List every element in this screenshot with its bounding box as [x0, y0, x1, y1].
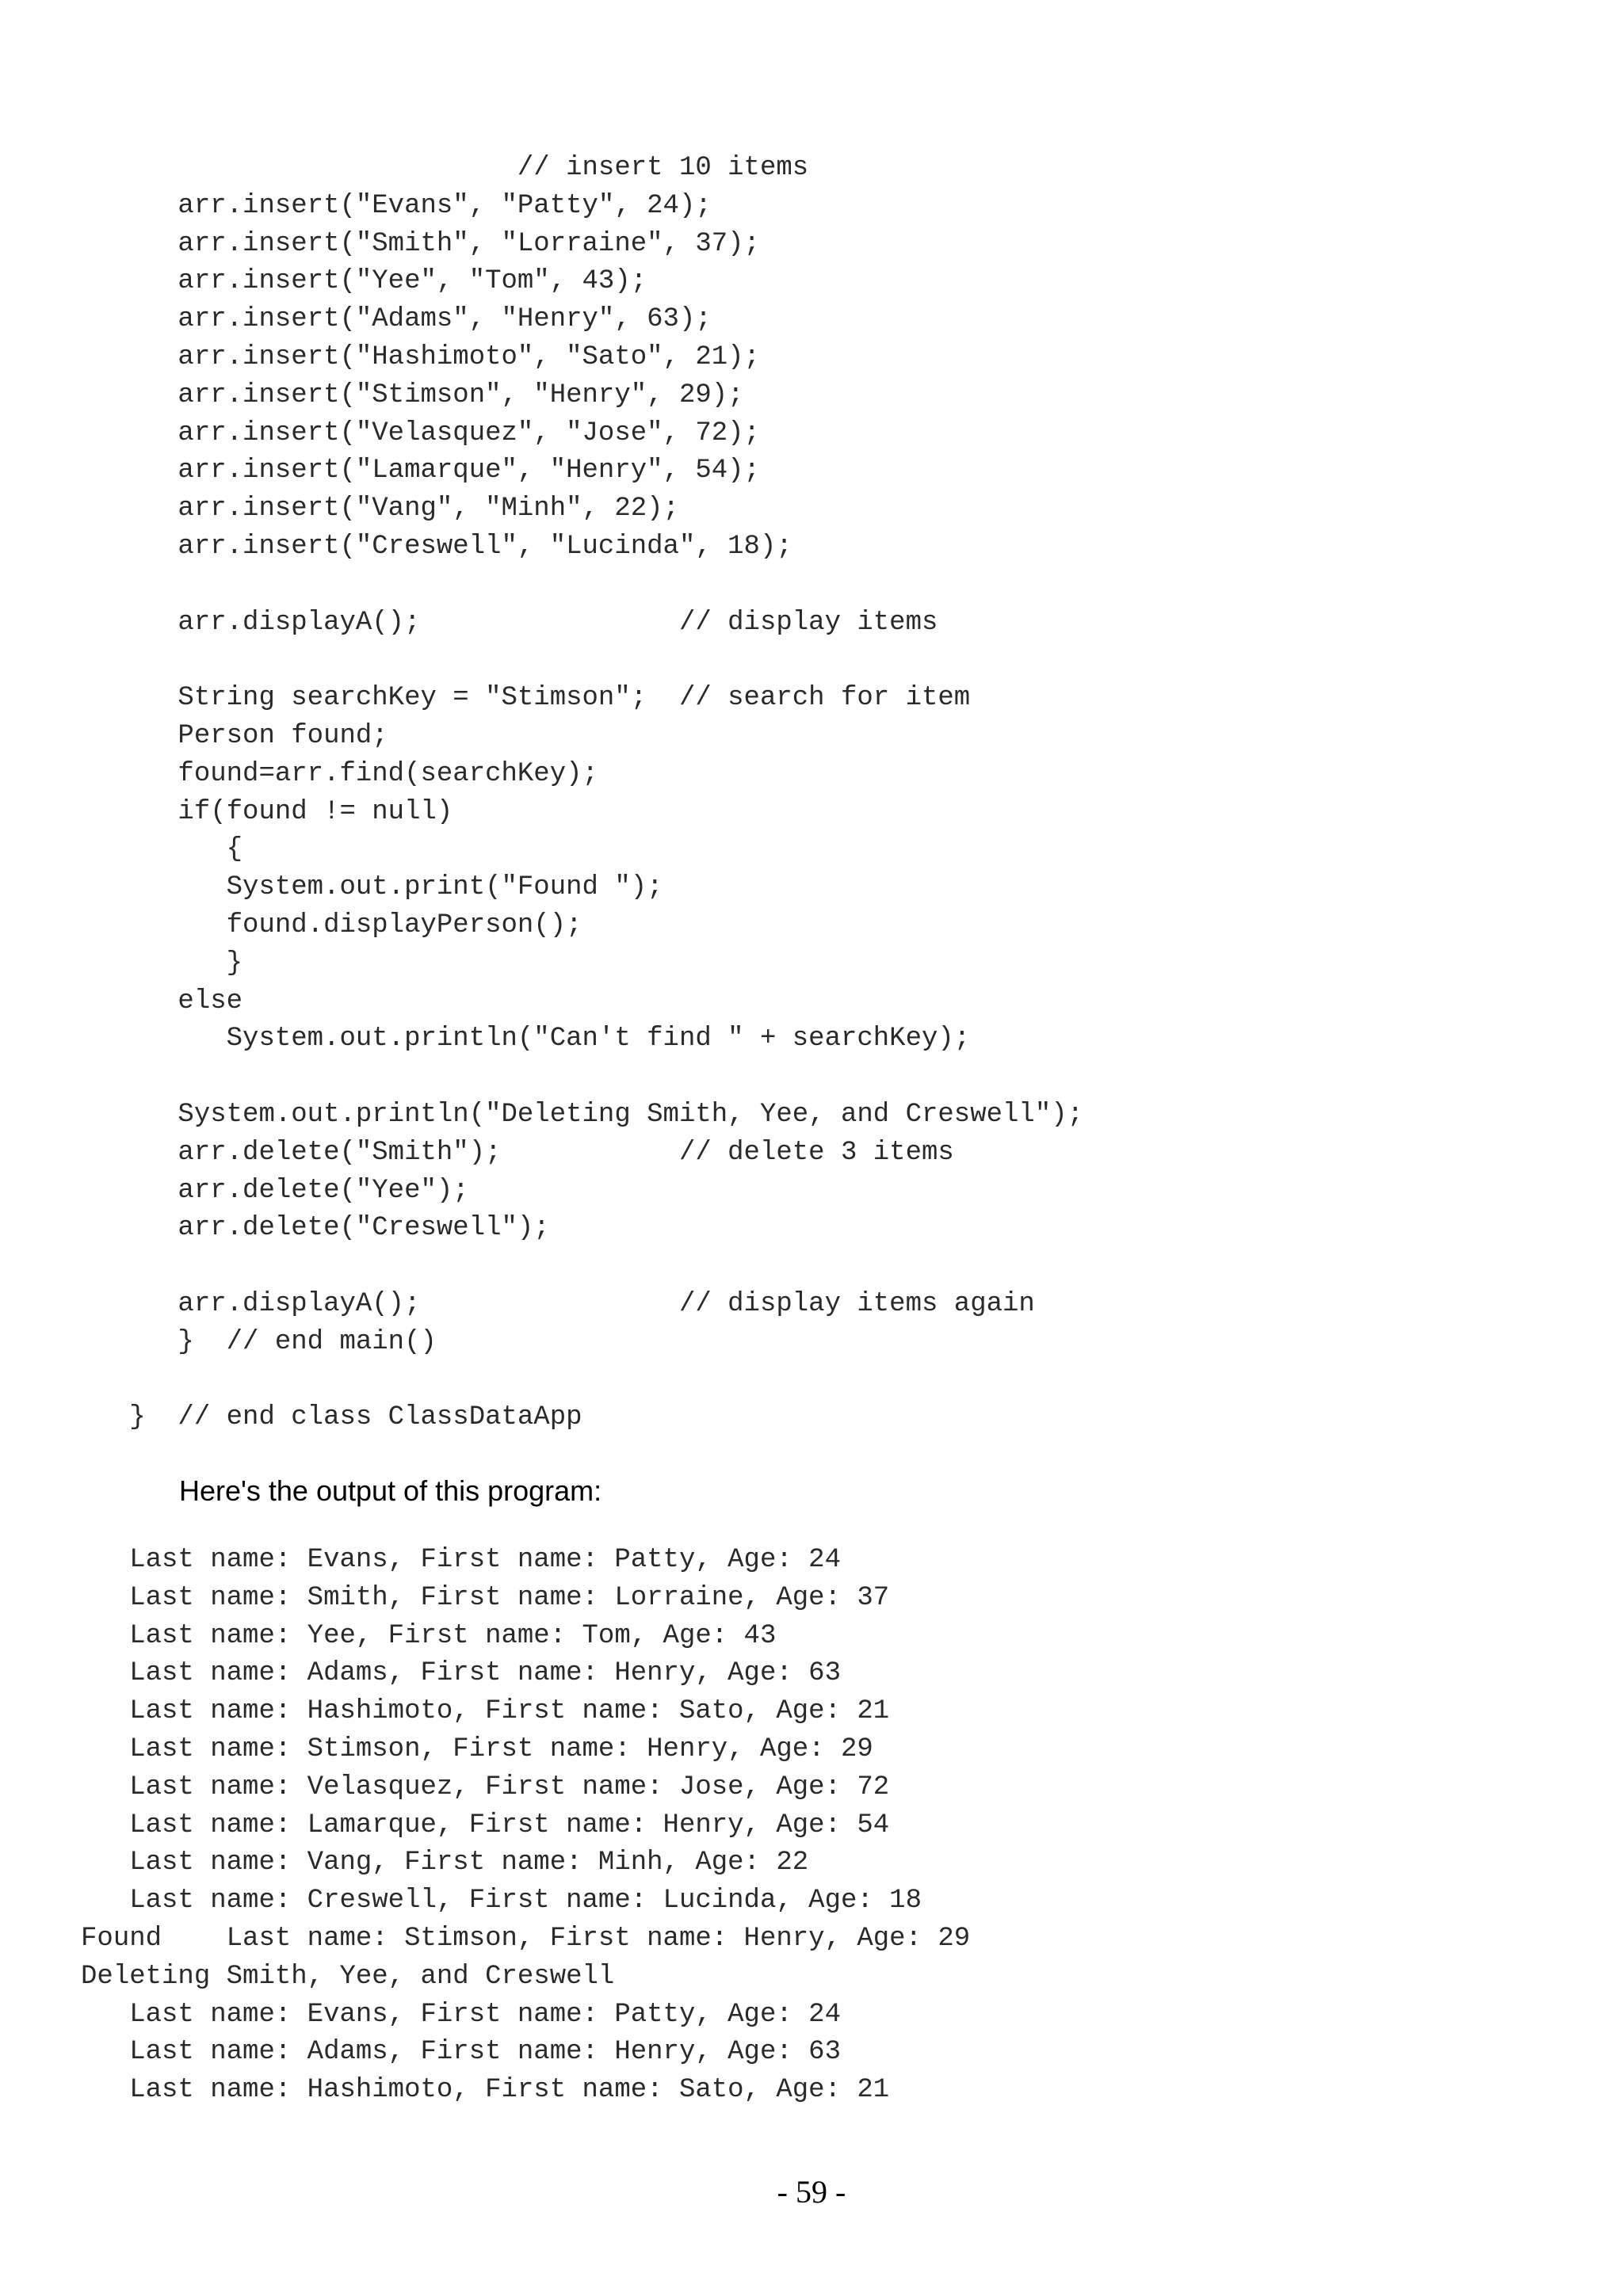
code-line: else	[0, 986, 243, 1016]
output-intro-text: Here's the output of this program:	[179, 1474, 602, 1507]
output-line: Last name: Adams, First name: Henry, Age: 63	[0, 2037, 841, 2068]
code-line: }	[0, 948, 243, 978]
output-line: Deleting Smith, Yee, and Creswell	[0, 1961, 615, 1992]
output-line: Last name: Velasquez, First name: Jose, Age: 72	[0, 1772, 890, 1802]
code-line: arr.insert("Lamarque", "Henry", 54);	[0, 456, 760, 486]
code-line: found=arr.find(searchKey);	[0, 758, 598, 789]
output-line: Last name: Stimson, First name: Henry, Age: 29	[0, 1733, 873, 1764]
output-line: Last name: Evans, First name: Patty, Age: 24	[0, 1545, 841, 1575]
code-line: arr.displayA(); // display items again	[0, 1288, 1035, 1319]
output-line: Last name: Vang, First name: Minh, Age: 22	[0, 1848, 809, 1878]
code-line: arr.insert("Yee", "Tom", 43);	[0, 266, 647, 297]
code-line: arr.insert("Adams", "Henry", 63);	[0, 304, 712, 335]
page-number: - 59 -	[777, 2174, 846, 2210]
output-line: Last name: Smith, First name: Lorraine, Age: 37	[0, 1582, 890, 1613]
code-line: arr.insert("Vang", "Minh", 22);	[0, 494, 679, 524]
code-line	[0, 642, 1083, 680]
output-line: Last name: Yee, First name: Tom, Age: 43	[0, 1620, 777, 1651]
code-line: arr.displayA(); // display items	[0, 607, 938, 638]
program-output-listing	[0, 1542, 970, 2110]
code-line	[0, 1058, 1083, 1097]
output-line: Last name: Adams, First name: Henry, Age: 63	[0, 1658, 841, 1689]
code-line: arr.insert("Stimson", "Henry", 29);	[0, 379, 744, 410]
code-line: System.out.println("Can't find " + searchKey);	[0, 1024, 971, 1055]
output-line: Last name: Hashimoto, First name: Sato, Age: 21	[0, 2075, 890, 2106]
code-line: arr.delete("Smith"); // delete 3 items	[0, 1137, 954, 1168]
output-line: Last name: Creswell, First name: Lucinda, Age: 18	[0, 1886, 922, 1917]
code-line: } // end main()	[0, 1326, 437, 1357]
code-line: if(found != null)	[0, 796, 453, 827]
output-line: Found Last name: Stimson, First name: Henry, Age: 29	[0, 1923, 971, 1954]
output-line: Last name: Hashimoto, First name: Sato, Age: 21	[0, 1696, 890, 1727]
code-line: arr.insert("Creswell", "Lucinda", 18);	[0, 531, 792, 562]
code-line: } // end class ClassDataApp	[0, 1402, 582, 1433]
code-line: arr.delete("Yee");	[0, 1175, 469, 1206]
code-line: System.out.print("Found ");	[0, 872, 663, 903]
code-line	[0, 566, 1083, 605]
code-line: {	[0, 834, 243, 865]
code-line: Person found;	[0, 720, 388, 751]
output-line: Last name: Evans, First name: Patty, Age: 24	[0, 1999, 841, 2030]
code-line: arr.delete("Creswell");	[0, 1213, 550, 1244]
code-line: String searchKey = "Stimson"; // search for item	[0, 683, 971, 714]
code-line	[0, 1362, 1083, 1400]
code-line: arr.insert("Hashimoto", "Sato", 21);	[0, 341, 760, 372]
code-line: arr.insert("Smith", "Lorraine", 37);	[0, 228, 760, 259]
code-line	[0, 1248, 1083, 1286]
code-line: found.displayPerson();	[0, 910, 582, 940]
code-line: arr.insert("Evans", "Patty", 24);	[0, 190, 712, 221]
code-line: arr.insert("Velasquez", "Jose", 72);	[0, 418, 760, 448]
code-line: // insert 10 items	[0, 153, 809, 183]
code-line: System.out.println("Deleting Smith, Yee, and Creswell");	[0, 1099, 1084, 1130]
source-code-listing	[0, 150, 1083, 1437]
output-line: Last name: Lamarque, First name: Henry, Age: 54	[0, 1810, 890, 1840]
